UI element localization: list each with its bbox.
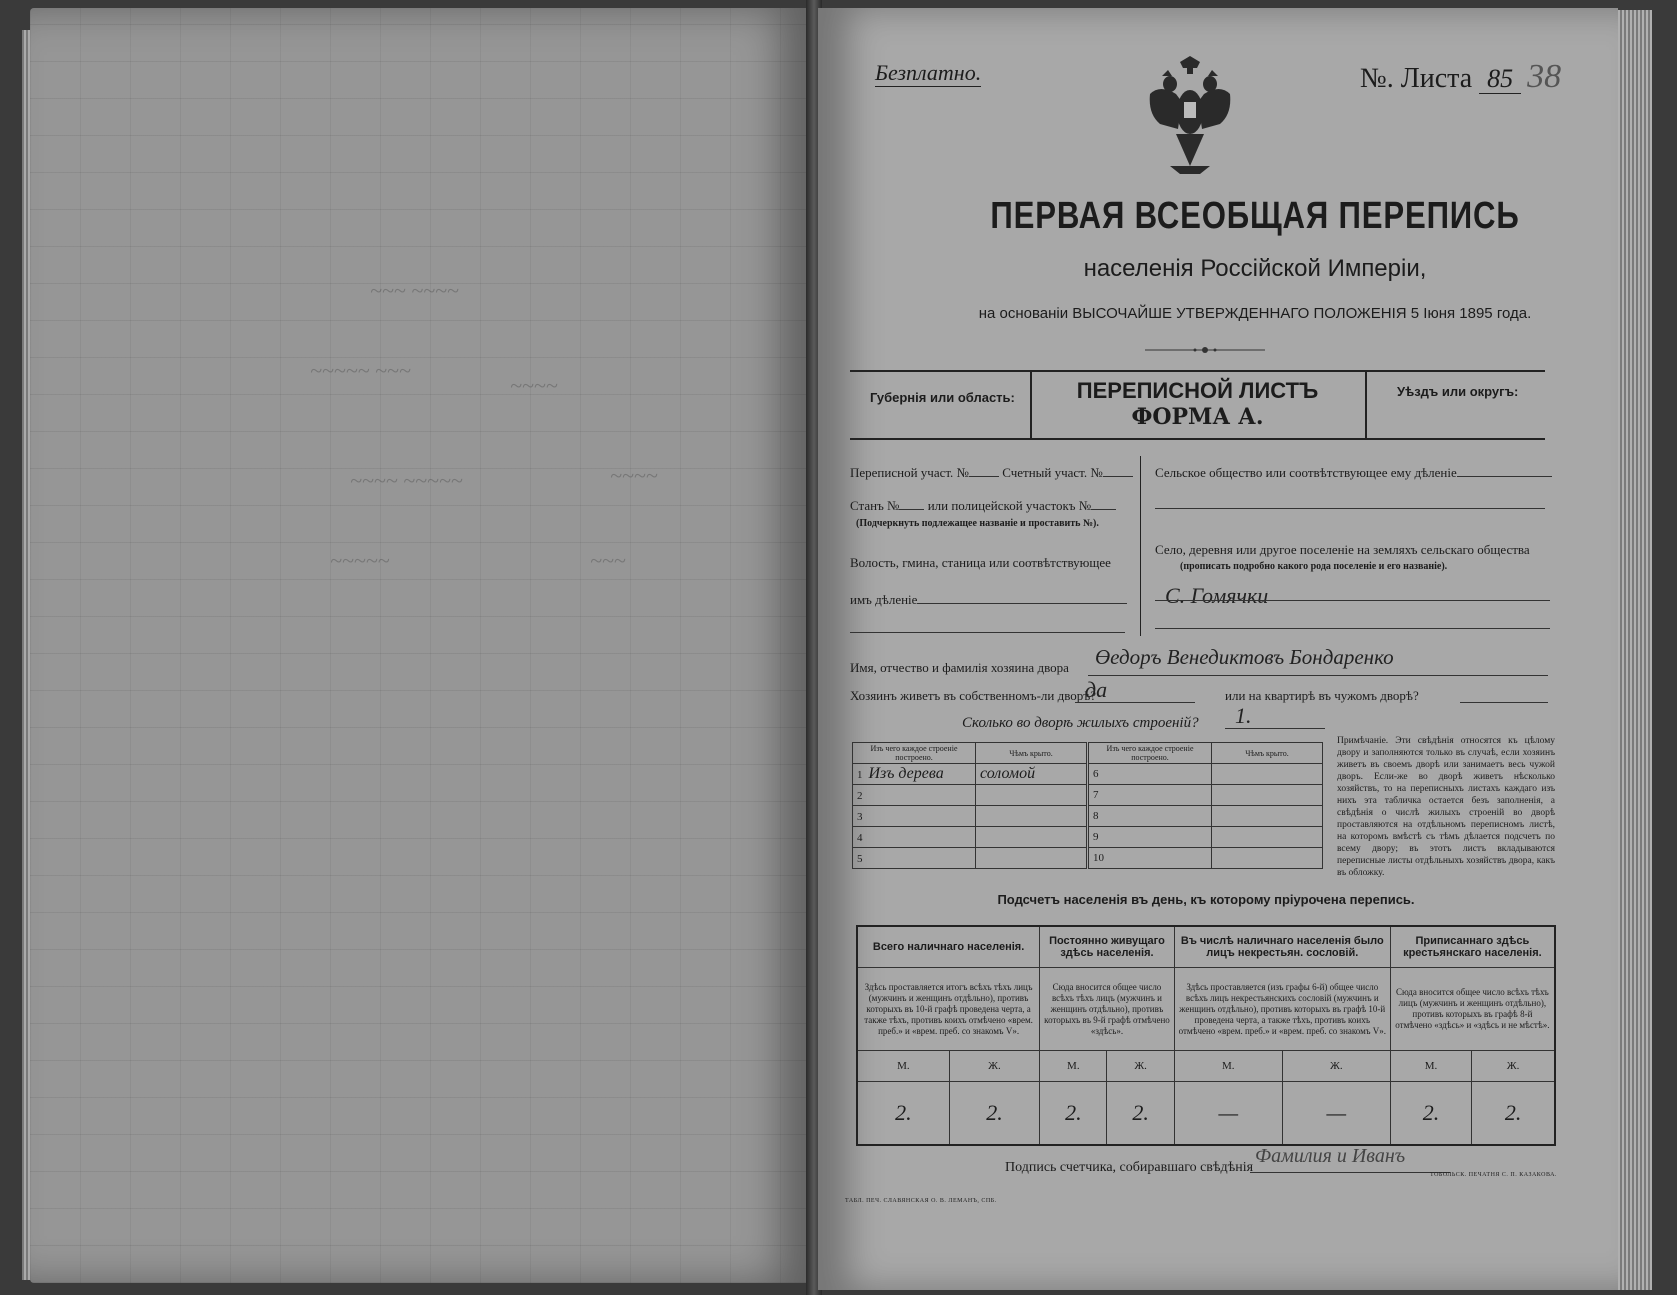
building-roof: [1212, 764, 1323, 785]
page-title: ПЕРВАЯ ВСЕОБЩАЯ ПЕРЕПИСЬ: [990, 195, 1520, 237]
building-material-cell: [853, 806, 976, 827]
left-page: [30, 8, 810, 1283]
sheet-number-label: №. Листа: [1360, 63, 1473, 94]
bleed-through-text: ~~~~ ~~~~~: [350, 468, 463, 493]
buildings-table-left: [852, 742, 1087, 869]
double-headed-eagle-emblem-icon: [1140, 54, 1240, 179]
own-yard-line: [1075, 702, 1195, 703]
row-number: 10: [1089, 848, 1212, 869]
own-yard-value: да: [1085, 677, 1108, 702]
building-row: [853, 827, 1087, 848]
male-header: М.: [857, 1051, 949, 1082]
settlement-value: С. Гомячки: [1165, 583, 1269, 608]
building-roof: [1212, 827, 1323, 848]
imprint-left: ТАБЛ. ПЕЧ. СЛАВЯНСКАЯ О. В. ЛЕМАНЪ, СПБ.: [845, 1198, 997, 1204]
page-subtitle: населенія Россійской Имперіи,: [1083, 255, 1427, 282]
form-title: [1030, 378, 1365, 430]
ornament-divider-icon: [1145, 345, 1265, 355]
settlement-line: [1155, 600, 1550, 601]
building-roof: [1212, 785, 1323, 806]
stan-field: Станъ № или полицейской участокъ №: [850, 498, 1116, 514]
building-material-cell: [853, 764, 976, 785]
female-count: 2.: [949, 1082, 1039, 1146]
settlement-line-2: [1155, 628, 1550, 629]
village-society-line: [1155, 508, 1545, 509]
col-roof: Чѣмъ крыто.: [976, 743, 1087, 764]
male-count: —: [1174, 1082, 1282, 1146]
row-number: 8: [1089, 806, 1212, 827]
col-material: Изъ чего каждое строеніе построено.: [853, 743, 976, 764]
building-material-cell: [853, 827, 976, 848]
imprint-right: ТОБОЛЬСК. ПЕЧАТНЯ С. П. КАЗАКОВА.: [1430, 1172, 1557, 1178]
male-header: М.: [1174, 1051, 1282, 1082]
settlement-label: Село, деревня или другое поселеніе на земляхъ сельскаго общества: [1155, 542, 1530, 557]
volost-line: [850, 632, 1125, 633]
buildings-value: 1.: [1235, 703, 1252, 728]
male-header: М.: [1040, 1051, 1107, 1082]
bleed-through-text: ~~~~: [510, 373, 558, 398]
province-label: Губернія или область:: [870, 390, 1015, 405]
right-page-edges: [1612, 10, 1652, 1290]
village-society-field: Сельское общество или соотвѣтствующее ему дѣленіе: [1155, 465, 1552, 481]
female-count: 2.: [1472, 1082, 1555, 1146]
note-paragraph: Примѣчаніе. Эти свѣдѣнія относятся къ цѣлому двору и заполняются только въ случаѣ, если хозяинъ живетъ въ своемъ дворѣ или занимаетъ весь чужой дворъ. Если-же во дворѣ живетъ нѣсколько хозяйствъ, то на переписныхъ листахъ каждаго изъ нихъ эта табличка остается безъ заполненія, а свѣдѣнія о числѣ жилыхъ строеній во дворѣ проставляются на отдѣльномъ переписномъ листѣ, на которомъ вмѣстѣ съ тѣмъ дѣлается подсчетъ по всему двору; въ этотъ листъ вкладываются переписные листы отдѣльныхъ хозяйствъ двора, какъ въ обложку.: [1337, 736, 1555, 878]
own-yard-label: Хозяинъ живетъ въ собственномъ-ли дворѣ?: [850, 688, 1097, 703]
buildings-label: Сколько во дворѣ жилыхъ строеній?: [962, 715, 1199, 731]
volost-field: имъ дѣленіе: [850, 592, 1127, 608]
population-col-title: Въ числѣ наличнаго населенія было лицъ некрестьян. сословій.: [1174, 926, 1390, 968]
building-row: [1089, 806, 1323, 827]
building-row: [1089, 764, 1323, 785]
row-number: 4: [857, 832, 863, 844]
col-roof: Чѣмъ крыто.: [1212, 743, 1323, 764]
row-number: 9: [1089, 827, 1212, 848]
population-col-title: Всего наличнаго населенія.: [857, 926, 1040, 968]
sheet-number: [1360, 58, 1561, 96]
building-roof: [1212, 806, 1323, 827]
volost-label: Волость, гмина, станица или соотвѣтствующее: [850, 555, 1111, 570]
building-material: Изъ дерева: [868, 765, 944, 782]
building-roof: соломой: [976, 764, 1087, 785]
free-label: Безплатно.: [875, 60, 982, 85]
buildings-line: [1225, 728, 1325, 729]
population-table: [856, 925, 1556, 1146]
building-material-cell: [853, 785, 976, 806]
form-title-line1: ПЕРЕПИСНОЙ ЛИСТЪ: [1076, 378, 1319, 403]
district-label: Уѣздъ или округъ:: [1397, 384, 1519, 399]
owner-label: Имя, отчество и фамилія хозяина двора: [850, 660, 1069, 675]
rented-label: или на квартирѣ въ чужомъ дворѣ?: [1225, 688, 1419, 703]
underline-note: (Подчеркнуть подлежащее названіе и проставить №).: [856, 518, 1099, 529]
signature-label: Подпись счетчика, собиравшаго свѣдѣнія: [1005, 1160, 1254, 1175]
census-district-field: Переписной участ. № Счетный участ. №: [850, 465, 1133, 481]
district-cell: [1365, 372, 1547, 438]
building-row: [853, 806, 1087, 827]
settlement-note: (прописать подробно какого рода поселеніе и его названіе).: [1180, 561, 1448, 572]
male-header: М.: [1390, 1051, 1471, 1082]
population-col-desc: Здѣсь проставляется итогъ всѣхъ тѣхъ лицъ (мужчинъ и женщинъ отдѣльно), противъ которыхъ въ 10-й графѣ проведена черта, а также тѣхъ, противъ коихъ отмѣчено «врем. преб.» и «врем. преб. со знакомъ V».: [857, 968, 1040, 1051]
owner-line: [1088, 675, 1548, 676]
row-number: 7: [1089, 785, 1212, 806]
row-number: 5: [857, 853, 863, 865]
building-row: [853, 848, 1087, 869]
bleed-through-text: ~~~: [590, 548, 626, 573]
bleed-through-text: ~~~ ~~~~: [370, 278, 459, 303]
bleed-through-text: ~~~~~ ~~~: [310, 358, 411, 383]
population-col-desc: Сюда вносится общее число всѣхъ тѣхъ лицъ (мужчинъ и женщинъ отдѣльно), противъ которыхъ въ графѣ 8-й отмѣчено «здѣсь» и «здѣсь и не мѣстѣ».: [1390, 968, 1555, 1051]
population-col-desc: Сюда вносится общее число всѣхъ тѣхъ лицъ (мужчинъ и женщинъ отдѣльно), противъ которыхъ въ 9-й графѣ отмѣчено «здѣсь».: [1040, 968, 1175, 1051]
building-row: [1089, 848, 1323, 869]
bleed-through-text: ~~~~~: [330, 548, 390, 573]
building-roof: [976, 785, 1087, 806]
population-col-desc: Здѣсь проставляется (изъ графы 6-й) общее число всѣхъ лицъ некрестьянскихъ сословій (мужчинъ и женщинъ отдѣльно), противъ которыхъ въ графѣ 10-й проведена черта, а также тѣхъ, противъ коихъ отмѣчено «врем. преб.» и «врем. преб. со знакомъ V».: [1174, 968, 1390, 1051]
female-count: —: [1282, 1082, 1390, 1146]
building-row: [1089, 827, 1323, 848]
building-roof: [976, 827, 1087, 848]
form-title-line2: ФОРМА А.: [1131, 404, 1264, 430]
signature-line: [1250, 1172, 1450, 1173]
building-material-cell: [853, 848, 976, 869]
population-col-title: Постоянно живущаго здѣсь населенія.: [1040, 926, 1175, 968]
col-material: Изъ чего каждое строеніе построено.: [1089, 743, 1212, 764]
buildings-table-right: [1088, 742, 1323, 869]
row-number: 6: [1089, 764, 1212, 785]
building-roof: [976, 806, 1087, 827]
female-header: Ж.: [1282, 1051, 1390, 1082]
male-count: 2.: [1040, 1082, 1107, 1146]
building-roof: [1212, 848, 1323, 869]
bleed-through-text: ~~~~: [610, 463, 658, 488]
province-cell: [850, 372, 1032, 438]
sheet-number-overwrite: 38: [1527, 58, 1562, 95]
section-divider: [1140, 456, 1141, 636]
building-row: [1089, 785, 1323, 806]
female-header: Ж.: [949, 1051, 1039, 1082]
legal-basis: на основаніи ВЫСОЧАЙШЕ УТВЕРЖДЕННАГО ПОЛОЖЕНІЯ 5 Іюня 1895 года.: [978, 305, 1532, 322]
female-header: Ж.: [1472, 1051, 1555, 1082]
row-number: 3: [857, 811, 863, 823]
population-col-title: Приписаннаго здѣсь крестьянскаго населенія.: [1390, 926, 1555, 968]
owner-value: Өедоръ Венедиктовъ Бондаренко: [1095, 645, 1394, 669]
male-count: 2.: [1390, 1082, 1471, 1146]
building-row: [853, 764, 1087, 785]
female-count: 2.: [1107, 1082, 1174, 1146]
building-row: [853, 785, 1087, 806]
building-roof: [976, 848, 1087, 869]
sheet-number-handwritten: 85: [1479, 64, 1521, 94]
male-count: 2.: [857, 1082, 949, 1146]
rented-line: [1460, 702, 1548, 703]
signature-value: Фамилия и Иванъ: [1255, 1145, 1406, 1167]
female-header: Ж.: [1107, 1051, 1174, 1082]
population-heading: Подсчетъ населенія въ день, къ которому пріурочена перепись.: [997, 892, 1415, 907]
row-number: 2: [857, 790, 863, 802]
row-number: 1: [857, 769, 863, 781]
